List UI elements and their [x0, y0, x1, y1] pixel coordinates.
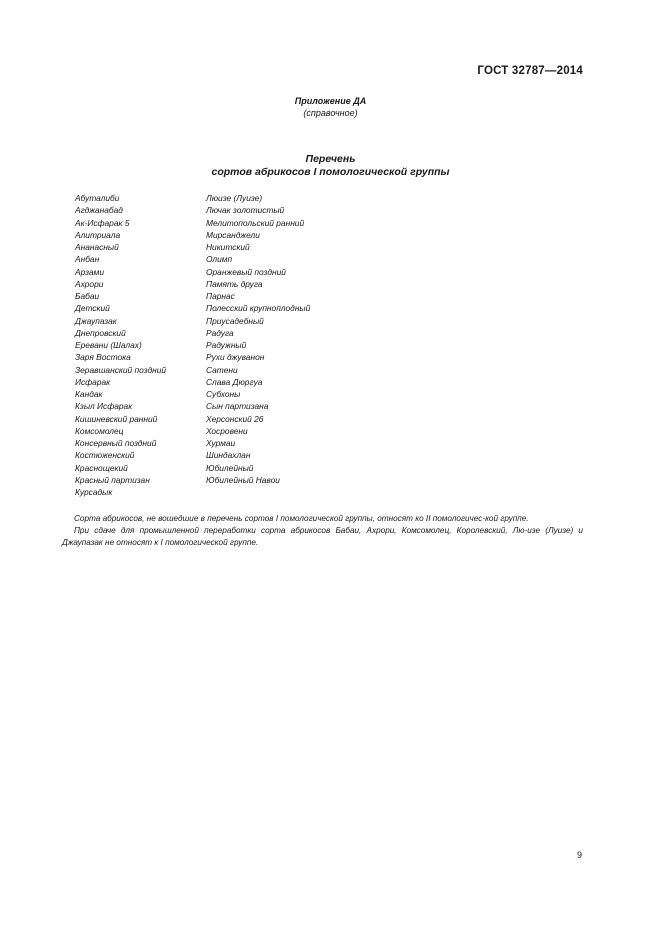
variety-item: Краснощекий — [75, 462, 128, 473]
variety-item: Исфарак — [75, 376, 111, 387]
list-title-line1: Перечень — [305, 153, 356, 165]
variety-item: Агджанабад — [75, 205, 123, 216]
note-paragraph-2: При сдаче для промышленной переработки сорта абрикосов Бабаи, Ахрори, Комсомолец, Королевский, Лю-изе (Луизе) и Джаупазак не относят к I помологической группе. — [62, 526, 583, 548]
variety-item: Слава Дюргуа — [206, 376, 263, 387]
note-paragraph-1: Сорта абрикосов, не вошедшие в перечень сортов I помологической группы, относят ко II помологичес-кой группе. — [74, 514, 529, 523]
variety-item: Радуга — [206, 327, 234, 338]
variety-item: Радужный — [206, 340, 247, 350]
variety-item: Бабаи — [75, 291, 100, 301]
variety-item: Детский — [75, 303, 110, 314]
standard-number: ГОСТ 32787—2014 — [477, 65, 583, 77]
variety-item: Память друга — [206, 278, 263, 289]
variety-item: Рухи джуванон — [206, 352, 265, 363]
variety-item: Алитриала — [75, 229, 121, 240]
variety-item: Ананасный — [75, 242, 119, 252]
variety-item: Парнас — [206, 291, 235, 301]
variety-item: Днепровский — [75, 327, 126, 338]
variety-item: Юбилейный — [206, 462, 254, 473]
variety-item: Оранжевый поздний — [206, 266, 286, 277]
variety-item: Костюженский — [75, 450, 135, 461]
variety-item: Приусадебный — [206, 315, 264, 326]
variety-item: Курсадык — [75, 487, 113, 497]
variety-item: Юбилейный Навои — [206, 474, 280, 485]
variety-item: Зеравшанский поздний — [75, 364, 167, 375]
variety-item: Абуталиби — [75, 193, 120, 203]
variety-item: Кзыл Исфарак — [75, 401, 133, 412]
variety-item: Мирсанджели — [206, 229, 260, 240]
variety-item: Комсомолец — [75, 425, 124, 436]
variety-item: Лючак золотистый — [206, 205, 285, 216]
variety-item: Арзами — [75, 266, 105, 277]
variety-item: Субхоны — [206, 389, 241, 399]
list-title-line2: сортов абрикосов I помологической группы — [211, 166, 450, 178]
variety-item: Ак-Исфарак 5 — [75, 217, 130, 228]
variety-item: Полесский крупноплодный — [206, 303, 311, 314]
appendix-heading — [0, 95, 661, 119]
variety-item: Анбан — [75, 254, 100, 265]
list-title — [0, 153, 661, 179]
varieties-column-1 — [75, 192, 166, 498]
variety-item: Сын партизана — [206, 401, 269, 412]
variety-item: Кандак — [75, 389, 103, 399]
variety-item: Хурмаи — [206, 438, 236, 448]
variety-item: Консервный поздний — [75, 438, 157, 448]
variety-item: Шиндахлан — [206, 450, 251, 461]
variety-item: Мелитопольский ранний — [206, 217, 305, 228]
appendix-subtitle: (справочное) — [303, 108, 358, 118]
variety-item: Красный партизан — [75, 474, 150, 485]
variety-item: Никитский — [206, 242, 250, 252]
variety-item: Заря Востока — [75, 352, 131, 363]
variety-item: Еревани (Шалах) — [75, 340, 142, 350]
variety-item: Ахрори — [75, 278, 104, 289]
variety-item: Хосровени — [206, 425, 248, 436]
variety-item: Херсонский 26 — [206, 413, 264, 424]
variety-item: Кишиневский ранний — [75, 413, 158, 424]
variety-item: Олимп — [206, 254, 233, 265]
appendix-title: Приложение ДА — [294, 96, 367, 106]
variety-item: Сатени — [206, 364, 238, 375]
page-number: 9 — [576, 850, 582, 860]
varieties-column-2 — [206, 192, 310, 486]
notes — [62, 513, 583, 550]
variety-item: Люизе (Луизе) — [206, 193, 263, 203]
variety-item: Джаупазак — [75, 315, 117, 326]
